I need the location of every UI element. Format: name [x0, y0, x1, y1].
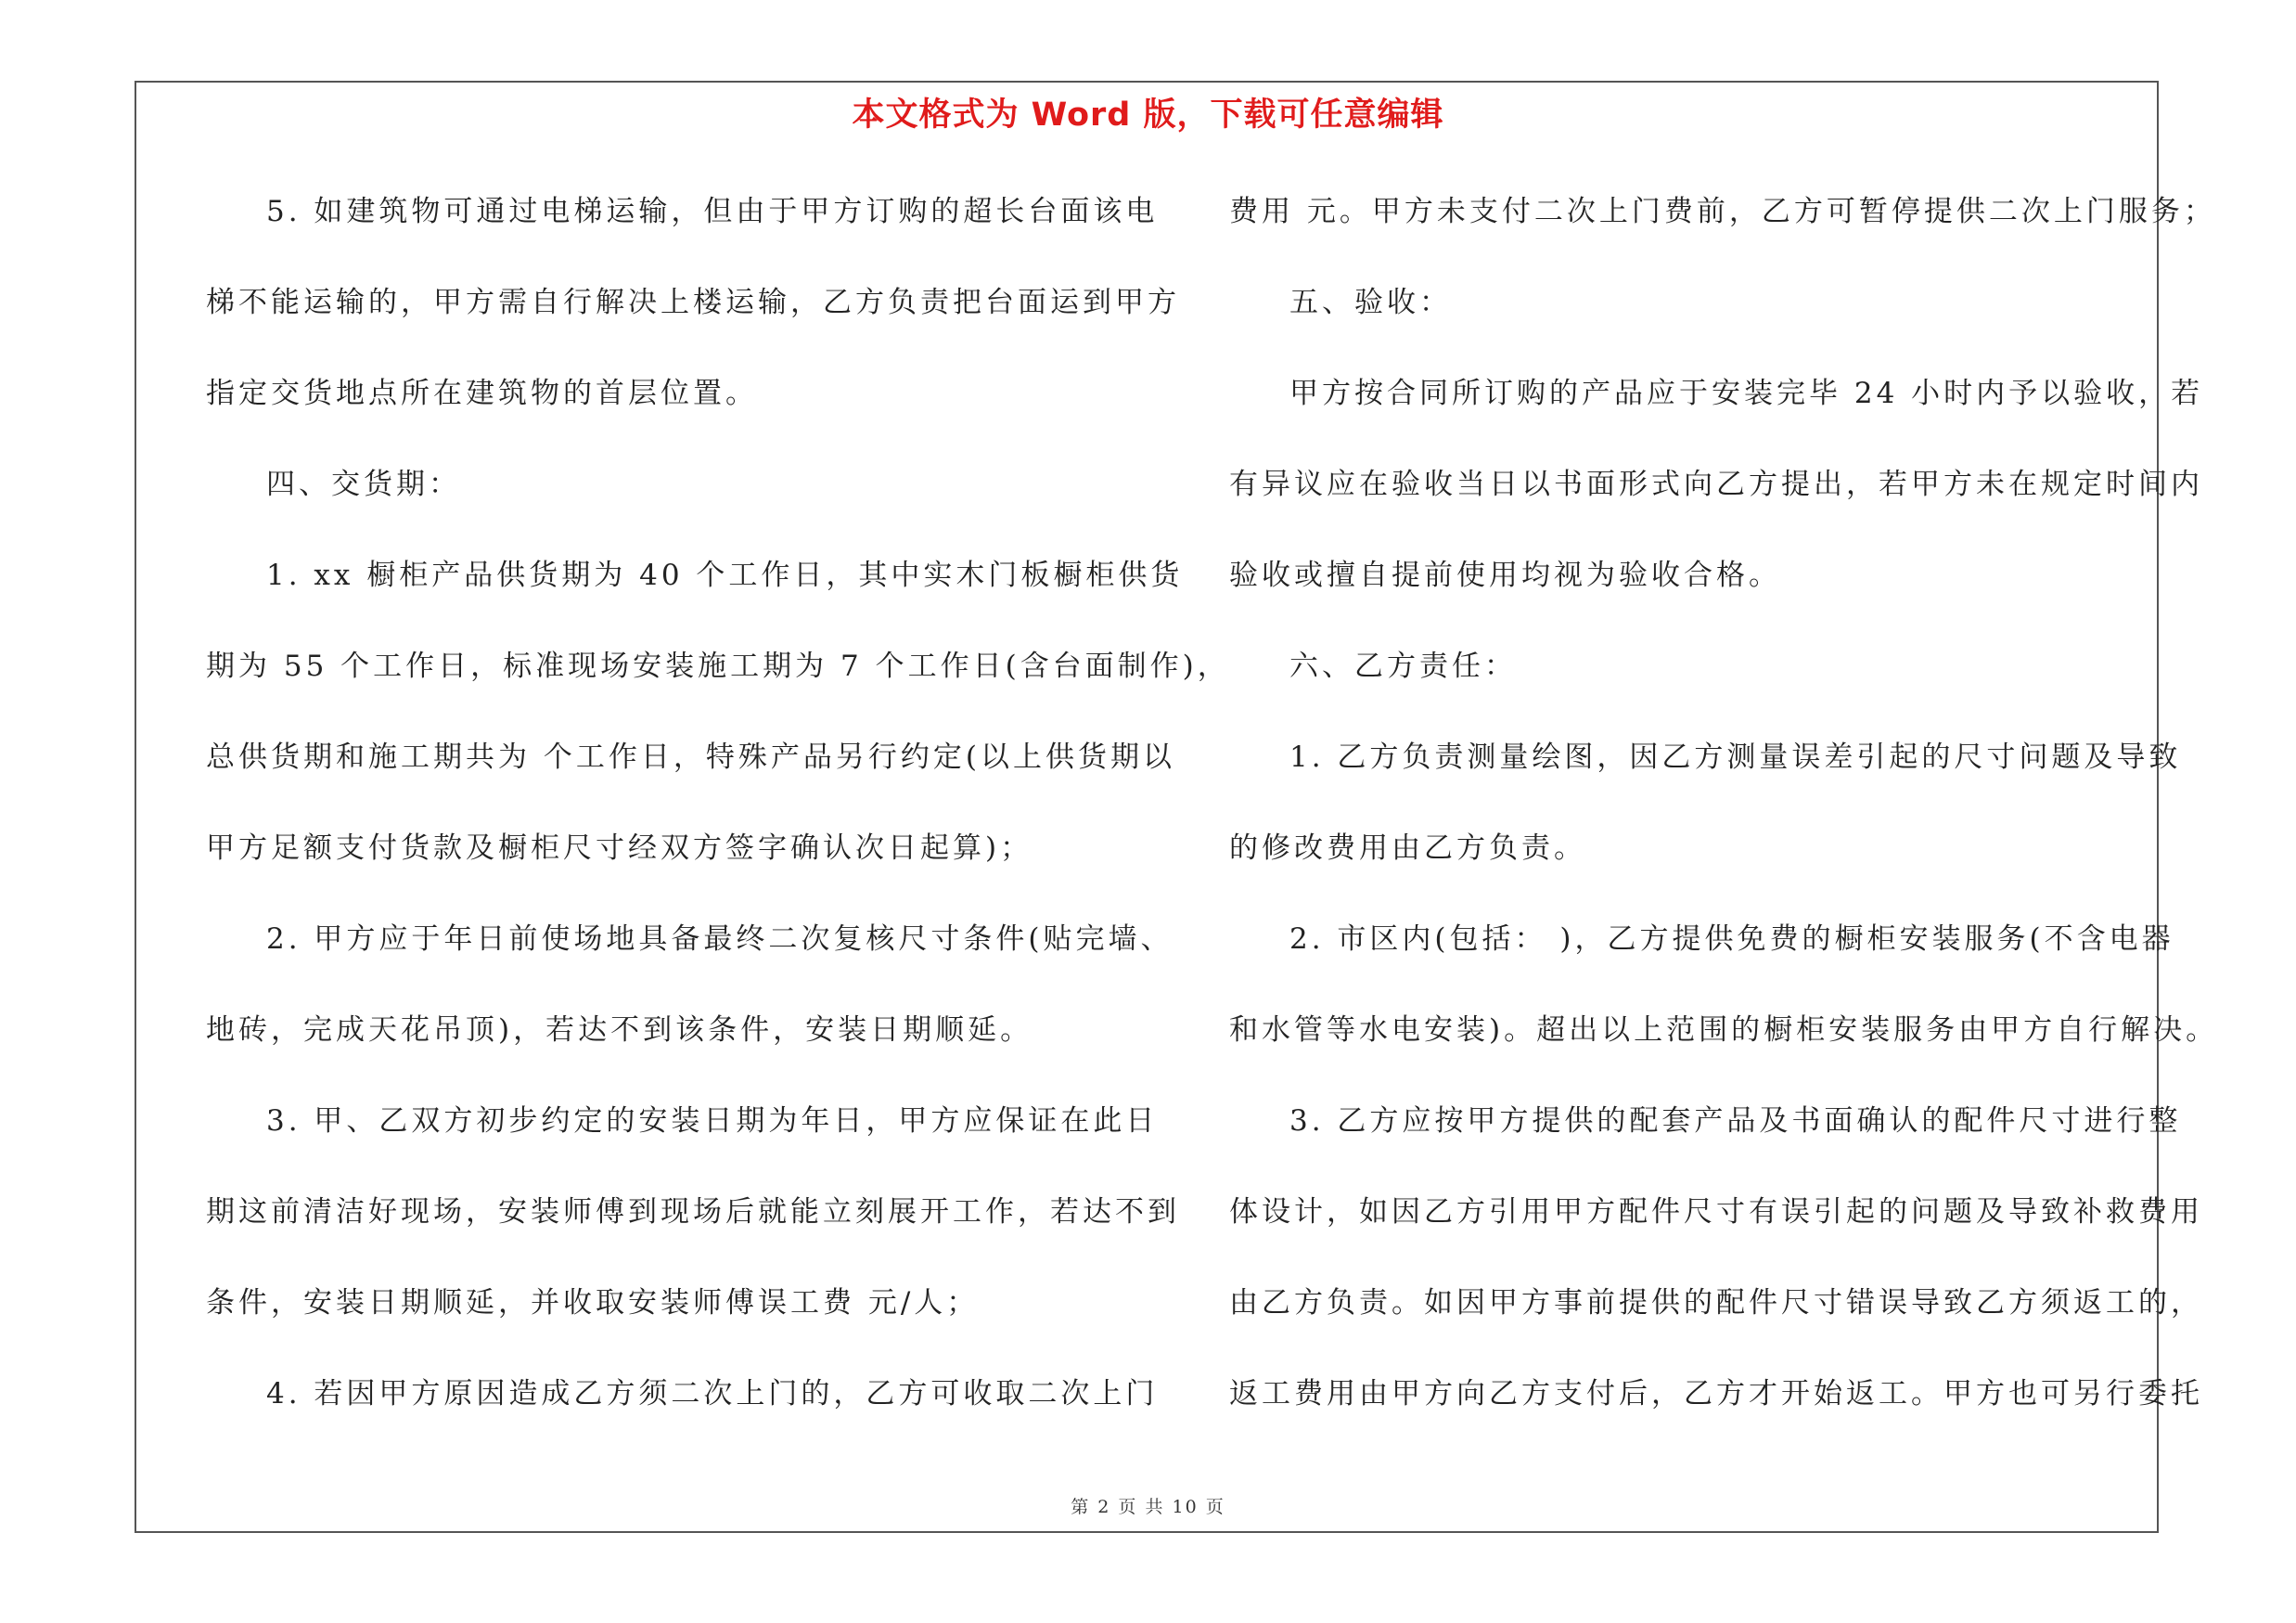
right-line-10: 和水管等水电安装)。超出以上范围的橱柜安装服务由甲方自行解决。 [1229, 1013, 2219, 1047]
right-line-13: 由乙方负责。如因甲方事前提供的配件尺寸错误导致乙方须返工的， [1229, 1286, 2203, 1320]
left-line-13: 条件，安装日期顺延，并收取安装师傅误工费 元/人； [206, 1286, 980, 1320]
right-line-12: 体设计，如因乙方引用甲方配件尺寸有误引起的问题及导致补救费用 [1229, 1195, 2203, 1229]
left-line-8: 甲方足额支付货款及橱柜尺寸经双方签字确认次日起算)； [206, 831, 1033, 865]
left-line-10: 地砖，完成天花吊顶)，若达不到该条件，安装日期顺延。 [206, 1013, 1033, 1047]
right-line-3: 甲方按合同所订购的产品应于安装完毕 24 小时内予以验收，若 [1289, 377, 2204, 410]
left-line-7: 总供货期和施工期共为 个工作日，特殊产品另行约定(以上供货期以 [206, 741, 1175, 774]
right-line-2: 五、验收： [1289, 286, 1452, 319]
right-line-11: 3. 乙方应按甲方提供的配套产品及书面确认的配件尺寸进行整 [1289, 1104, 2182, 1138]
left-line-3: 指定交货地点所在建筑物的首层位置。 [206, 377, 758, 410]
page-number-footer: 第 2 页 共 10 页 [1071, 1497, 1225, 1517]
right-line-8: 的修改费用由乙方负责。 [1229, 831, 1586, 865]
left-line-4: 四、交货期： [266, 468, 461, 501]
left-line-11: 3. 甲、乙双方初步约定的安装日期为年日，甲方应保证在此日 [266, 1104, 1159, 1138]
right-line-7: 1. 乙方负责测量绘图，因乙方测量误差引起的尺寸问题及导致 [1289, 741, 2182, 774]
left-line-9: 2. 甲方应于年日前使场地具备最终二次复核尺寸条件(贴完墙、 [266, 922, 1174, 956]
right-line-1: 费用 元。甲方未支付二次上门费前，乙方可暂停提供二次上门服务； [1229, 195, 2216, 228]
right-line-6: 六、乙方责任： [1289, 650, 1517, 683]
right-text-column [1229, 186, 2219, 1459]
left-line-14: 4. 若因甲方原因造成乙方须二次上门的，乙方可收取二次上门 [266, 1377, 1159, 1410]
left-line-2: 梯不能运输的，甲方需自行解决上楼运输，乙方负责把台面运到甲方 [206, 286, 1180, 319]
word-format-banner: 本文格式为 Word 版，下载可任意编辑 [852, 97, 1444, 134]
left-line-12: 期这前清洁好现场，安装师傅到现场后就能立刻展开工作，若达不到 [206, 1195, 1180, 1229]
right-line-14: 返工费用由甲方向乙方支付后，乙方才开始返工。甲方也可另行委托 [1229, 1377, 2203, 1410]
left-text-column [206, 186, 1230, 1459]
right-line-5: 验收或擅自提前使用均视为验收合格。 [1229, 559, 1781, 592]
left-line-6: 期为 55 个工作日，标准现场安装施工期为 7 个工作日(含台面制作)， [206, 650, 1230, 683]
left-line-5: 1. xx 橱柜产品供货期为 40 个工作日，其中实木门板橱柜供货 [266, 559, 1184, 592]
left-line-1: 5. 如建筑物可通过电梯运输，但由于甲方订购的超长台面该电 [266, 195, 1159, 228]
right-line-9: 2. 市区内(包括： )，乙方提供免费的橱柜安装服务(不含电器 [1289, 922, 2174, 956]
right-line-4: 有异议应在验收当日以书面形式向乙方提出，若甲方未在规定时间内 [1229, 468, 2203, 501]
